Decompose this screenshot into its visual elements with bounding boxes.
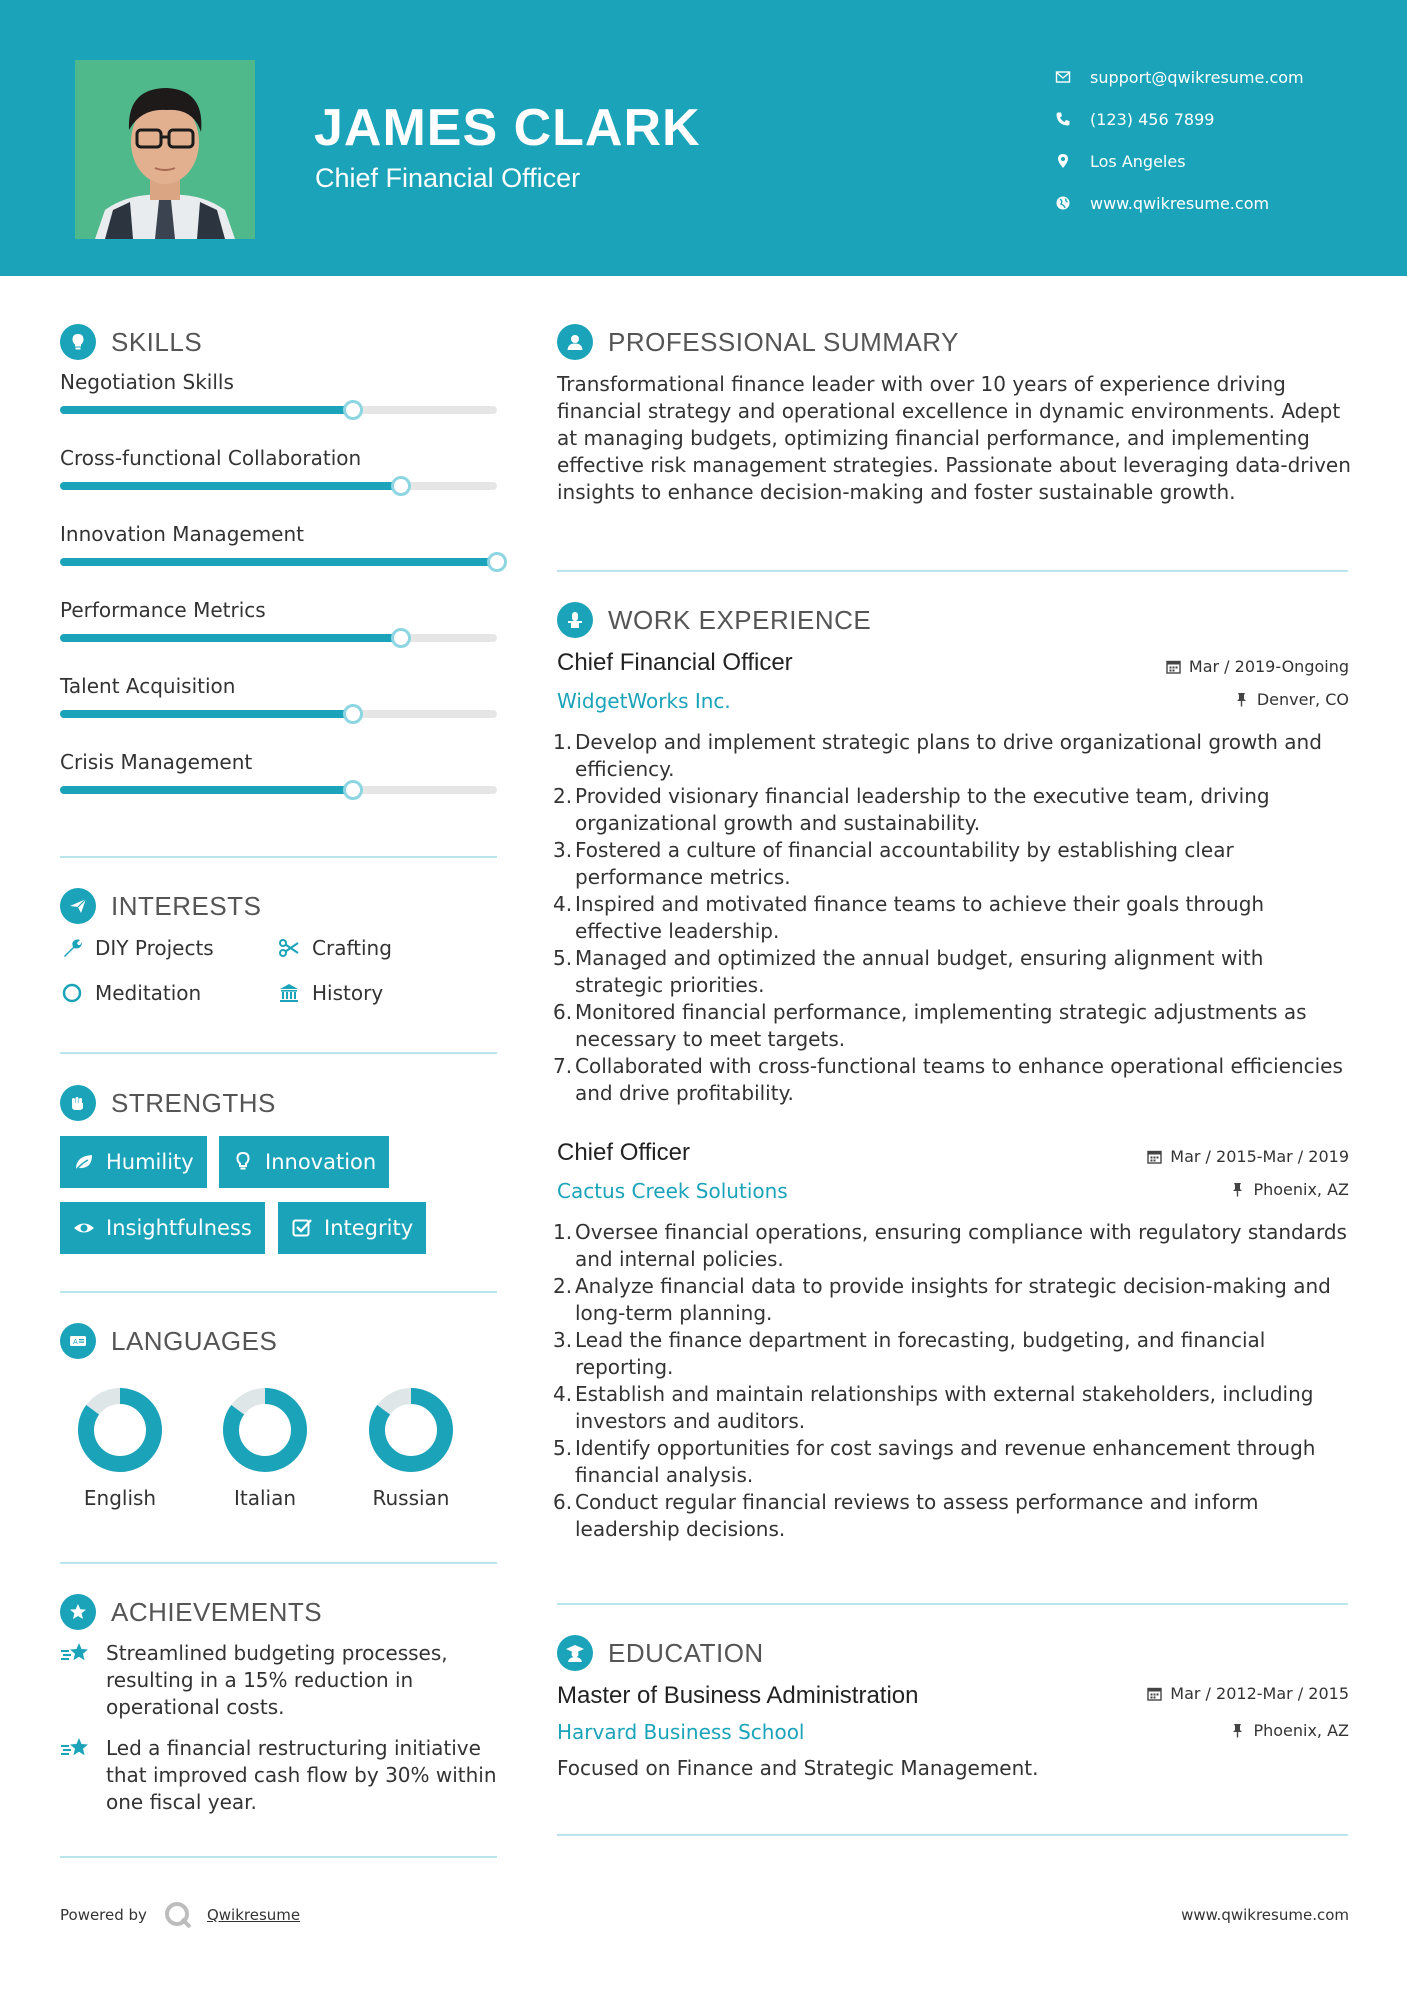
qwikresume-logo-icon bbox=[163, 1900, 193, 1930]
strength-label: Humility bbox=[106, 1150, 194, 1174]
svg-text:A: A bbox=[73, 1338, 78, 1346]
skill-bar bbox=[60, 482, 497, 490]
profile-photo bbox=[75, 60, 255, 239]
bullet-text: Collaborated with cross-functional teams to enhance operational efficiencies and drive profitability. bbox=[575, 1054, 1343, 1105]
job-dates-text: Mar / 2019-Ongoing bbox=[1188, 657, 1349, 676]
skills-title: SKILLS bbox=[111, 326, 203, 357]
section-divider bbox=[557, 570, 1348, 572]
strength-tag bbox=[278, 1202, 426, 1254]
section-divider bbox=[60, 1291, 497, 1293]
job-location bbox=[1230, 1180, 1349, 1199]
job-dates bbox=[1147, 1147, 1349, 1166]
strength-label: Insightfulness bbox=[106, 1216, 252, 1240]
education-description: Focused on Finance and Strategic Management. bbox=[557, 1756, 1039, 1780]
language-item bbox=[351, 1386, 471, 1510]
skill-name: Cross-functional Collaboration bbox=[60, 446, 362, 470]
job-location-text: Denver, CO bbox=[1256, 690, 1349, 709]
education-heading bbox=[557, 1635, 764, 1671]
bullet-text: Conduct regular financial reviews to assess performance and inform leadership decisions. bbox=[575, 1490, 1259, 1541]
candidate-name: JAMES CLARK bbox=[314, 99, 701, 157]
job-responsibilities bbox=[553, 729, 1357, 1107]
contact-phone-text: (123) 456 7899 bbox=[1090, 109, 1215, 129]
contact-email[interactable] bbox=[1054, 56, 1304, 98]
language-ring bbox=[221, 1386, 309, 1474]
skill-bar bbox=[60, 558, 497, 566]
job-responsibilities bbox=[553, 1219, 1357, 1543]
user-icon bbox=[557, 324, 593, 360]
interest-item bbox=[60, 981, 201, 1005]
contact-website[interactable] bbox=[1054, 182, 1304, 224]
contact-email-text: support@qwikresume.com bbox=[1090, 67, 1304, 87]
job-title: Chief Financial Officer bbox=[557, 649, 793, 676]
interest-label: Crafting bbox=[312, 936, 392, 960]
section-divider bbox=[60, 1052, 497, 1054]
achievement-text: Streamlined budgeting processes, resulting in a 15% reduction in operational costs. bbox=[106, 1641, 448, 1719]
footer-site[interactable]: www.qwikresume.com bbox=[1181, 1906, 1349, 1924]
scissors-icon bbox=[277, 936, 301, 960]
museum-icon bbox=[277, 981, 301, 1005]
skill-bar-knob bbox=[487, 552, 507, 572]
language-label: Italian bbox=[233, 1486, 297, 1510]
brand-link[interactable]: Qwikresume bbox=[206, 1906, 301, 1924]
languages-heading bbox=[60, 1323, 277, 1359]
strength-label: Integrity bbox=[324, 1216, 414, 1240]
skill-bar bbox=[60, 634, 497, 642]
skill-item bbox=[60, 446, 497, 490]
language-icon bbox=[60, 1323, 96, 1359]
calendar-icon bbox=[1147, 1686, 1162, 1701]
strength-tag bbox=[219, 1136, 389, 1188]
circle-icon bbox=[60, 981, 84, 1005]
pushpin-icon bbox=[1230, 1723, 1245, 1738]
skill-item bbox=[60, 674, 497, 718]
achievement-text: Led a financial restructuring initiative that improved cash flow by 30% within one fiscal year. bbox=[106, 1736, 497, 1814]
portrait-image bbox=[75, 60, 255, 239]
education-title: EDUCATION bbox=[608, 1637, 764, 1668]
list-item: 6. Monitored financial performance, implementing strategic adjustments as necessary to meet targets. bbox=[553, 1000, 1307, 1051]
pushpin-icon bbox=[1234, 692, 1249, 707]
contact-website-text: www.qwikresume.com bbox=[1090, 193, 1270, 213]
job-location bbox=[1234, 690, 1349, 709]
bullet-text: Oversee financial operations, ensuring compliance with regulatory standards and internal policies. bbox=[575, 1220, 1347, 1271]
contact-list bbox=[1054, 56, 1304, 224]
shooting-star-icon bbox=[60, 1640, 92, 1668]
strength-label: Innovation bbox=[265, 1150, 377, 1174]
interest-item bbox=[277, 981, 383, 1005]
strength-tag bbox=[60, 1136, 207, 1188]
skill-bar bbox=[60, 406, 497, 414]
language-ring bbox=[76, 1386, 164, 1474]
job-dates-text: Mar / 2015-Mar / 2019 bbox=[1170, 1147, 1349, 1166]
experience-heading bbox=[557, 602, 871, 638]
skill-bar-knob bbox=[391, 476, 411, 496]
bullet-text: Fostered a culture of financial accountability by establishing clear performance metrics. bbox=[575, 838, 1234, 889]
mail-icon bbox=[1054, 68, 1072, 86]
experience-title: WORK EXPERIENCE bbox=[608, 604, 872, 635]
achievements-heading bbox=[60, 1594, 322, 1630]
bullet-text: Identify opportunities for cost savings and revenue enhancement through financial analysis. bbox=[575, 1436, 1316, 1487]
list-item: 1. Develop and implement strategic plans to drive organizational growth and efficiency. bbox=[553, 730, 1322, 781]
strengths-title: STRENGTHS bbox=[111, 1087, 276, 1118]
eye-icon bbox=[72, 1216, 96, 1240]
skill-item bbox=[60, 750, 497, 794]
interest-label: Meditation bbox=[95, 981, 202, 1005]
language-label: English bbox=[83, 1486, 157, 1510]
list-item: 4. Inspired and motivated finance teams to achieve their goals through effective leadership. bbox=[553, 892, 1265, 943]
wrench-icon bbox=[60, 936, 84, 960]
bullet-text: Analyze financial data to provide insights for strategic decision-making and long-term planning. bbox=[575, 1274, 1331, 1325]
interest-item bbox=[277, 936, 392, 960]
skill-bar-fill bbox=[60, 786, 353, 794]
calendar-icon bbox=[1166, 659, 1181, 674]
calendar-icon bbox=[1147, 1149, 1162, 1164]
skill-name: Talent Acquisition bbox=[60, 674, 236, 698]
education-dates-text: Mar / 2012-Mar / 2015 bbox=[1170, 1684, 1349, 1703]
achievements-title: ACHIEVEMENTS bbox=[111, 1596, 323, 1627]
summary-heading bbox=[557, 324, 959, 360]
graduate-icon bbox=[557, 1635, 593, 1671]
contact-location-text: Los Angeles bbox=[1090, 151, 1186, 171]
languages-title: LANGUAGES bbox=[111, 1325, 278, 1356]
education-dates bbox=[1147, 1684, 1349, 1703]
powered-by-text: Powered by bbox=[60, 1906, 147, 1924]
skill-bar-knob bbox=[343, 400, 363, 420]
check-square-icon bbox=[290, 1216, 314, 1240]
strengths-heading bbox=[60, 1085, 276, 1121]
bullet-text: Monitored financial performance, implementing strategic adjustments as necessary to meet targets. bbox=[575, 1000, 1307, 1051]
interest-label: DIY Projects bbox=[95, 936, 214, 960]
skill-item bbox=[60, 522, 497, 566]
interests-heading bbox=[60, 888, 261, 924]
education-location-text: Phoenix, AZ bbox=[1253, 1721, 1349, 1740]
job-title: Chief Officer bbox=[557, 1139, 690, 1166]
bullet-text: Managed and optimized the annual budget, ensuring alignment with strategic priorities. bbox=[575, 946, 1264, 997]
skill-bar bbox=[60, 710, 497, 718]
skill-bar-fill bbox=[60, 634, 401, 642]
globe-icon bbox=[1054, 194, 1072, 212]
skills-heading bbox=[60, 324, 202, 360]
footer-powered-by bbox=[60, 1900, 300, 1930]
lightbulb-icon bbox=[60, 324, 96, 360]
skill-bar-fill bbox=[60, 406, 353, 414]
company-name: Cactus Creek Solutions bbox=[557, 1179, 788, 1203]
skill-name: Crisis Management bbox=[60, 750, 253, 774]
skill-name: Innovation Management bbox=[60, 522, 304, 546]
list-item: 7. Collaborated with cross-functional teams to enhance operational efficiencies and drive profitability. bbox=[553, 1054, 1343, 1105]
bullet-text: Establish and maintain relationships with external stakeholders, including investors and auditors. bbox=[575, 1382, 1314, 1433]
section-divider bbox=[60, 1856, 497, 1858]
bullet-text: Inspired and motivated finance teams to achieve their goals through effective leadership. bbox=[575, 892, 1265, 943]
bullet-text: Provided visionary financial leadership to the executive team, driving organizational growth and sustainability. bbox=[575, 784, 1270, 835]
skill-item bbox=[60, 598, 497, 642]
location-pin-icon bbox=[1054, 152, 1072, 170]
pushpin-icon bbox=[1230, 1182, 1245, 1197]
list-item: 5. Managed and optimized the annual budget, ensuring alignment with strategic priorities. bbox=[553, 946, 1264, 997]
bullet-text: Lead the finance department in forecasting, budgeting, and financial reporting. bbox=[575, 1328, 1266, 1379]
section-divider bbox=[60, 856, 497, 858]
company-name: WidgetWorks Inc. bbox=[557, 689, 731, 713]
strength-tag bbox=[60, 1202, 265, 1254]
job-location-text: Phoenix, AZ bbox=[1253, 1180, 1349, 1199]
leaf-icon bbox=[72, 1150, 96, 1174]
list-item: 4. Establish and maintain relationships with external stakeholders, including investors and auditors. bbox=[553, 1382, 1314, 1433]
list-item: 3. Lead the finance department in forecasting, budgeting, and financial reporting. bbox=[553, 1328, 1266, 1379]
fist-icon bbox=[60, 1085, 96, 1121]
skill-bar bbox=[60, 786, 497, 794]
degree-title: Master of Business Administration bbox=[557, 1682, 919, 1709]
language-item bbox=[60, 1386, 180, 1510]
skill-bar-knob bbox=[343, 780, 363, 800]
skill-bar-fill bbox=[60, 558, 497, 566]
list-item: 2. Provided visionary financial leadership to the executive team, driving organizational growth and sustainability. bbox=[553, 784, 1270, 835]
skill-name: Negotiation Skills bbox=[60, 370, 234, 394]
language-item bbox=[205, 1386, 325, 1510]
list-item: 2. Analyze financial data to provide insights for strategic decision-making and long-term planning. bbox=[553, 1274, 1331, 1325]
summary-text: Transformational finance leader with over 10 years of experience driving financial strategy and operational excellence in dynamic environments. Adept at managing budgets, optimizing financial performance, and implementing effective risk management strategies. Passionate about leveraging data-driven insights to enhance decision-making and foster sustainable growth. bbox=[557, 372, 1351, 504]
achievement-item bbox=[60, 1735, 500, 1816]
skill-bar-knob bbox=[391, 628, 411, 648]
skill-bar-fill bbox=[60, 482, 401, 490]
skill-item bbox=[60, 370, 497, 414]
section-divider bbox=[557, 1603, 1348, 1605]
school-name: Harvard Business School bbox=[557, 1720, 805, 1744]
skill-bar-knob bbox=[343, 704, 363, 724]
list-item: 3. Fostered a culture of financial accountability by establishing clear performance metrics. bbox=[553, 838, 1234, 889]
shooting-star-icon bbox=[60, 1735, 92, 1763]
phone-icon bbox=[1054, 110, 1072, 128]
interest-label: History bbox=[312, 981, 384, 1005]
podium-icon bbox=[557, 602, 593, 638]
contact-phone[interactable] bbox=[1054, 98, 1304, 140]
list-item: 1. Oversee financial operations, ensuring compliance with regulatory standards and internal policies. bbox=[553, 1220, 1347, 1271]
list-item: 5. Identify opportunities for cost savings and revenue enhancement through financial analysis. bbox=[553, 1436, 1316, 1487]
achievement-item bbox=[60, 1640, 500, 1721]
lightbulb-icon bbox=[231, 1150, 255, 1174]
education-location bbox=[1230, 1721, 1349, 1740]
contact-location bbox=[1054, 140, 1304, 182]
skill-name: Performance Metrics bbox=[60, 598, 266, 622]
interests-title: INTERESTS bbox=[111, 890, 262, 921]
section-divider bbox=[60, 1562, 497, 1564]
language-label: Russian bbox=[372, 1486, 450, 1510]
star-badge-icon bbox=[60, 1594, 96, 1630]
resume-header bbox=[0, 0, 1407, 276]
interest-item bbox=[60, 936, 214, 960]
language-ring bbox=[367, 1386, 455, 1474]
paper-plane-icon bbox=[60, 888, 96, 924]
bullet-text: Develop and implement strategic plans to drive organizational growth and efficiency. bbox=[575, 730, 1322, 781]
section-divider bbox=[557, 1834, 1348, 1836]
skill-bar-fill bbox=[60, 710, 353, 718]
list-item: 6. Conduct regular financial reviews to assess performance and inform leadership decisions. bbox=[553, 1490, 1259, 1541]
candidate-title: Chief Financial Officer bbox=[315, 163, 581, 193]
job-dates bbox=[1166, 657, 1349, 676]
summary-title: PROFESSIONAL SUMMARY bbox=[608, 326, 959, 357]
